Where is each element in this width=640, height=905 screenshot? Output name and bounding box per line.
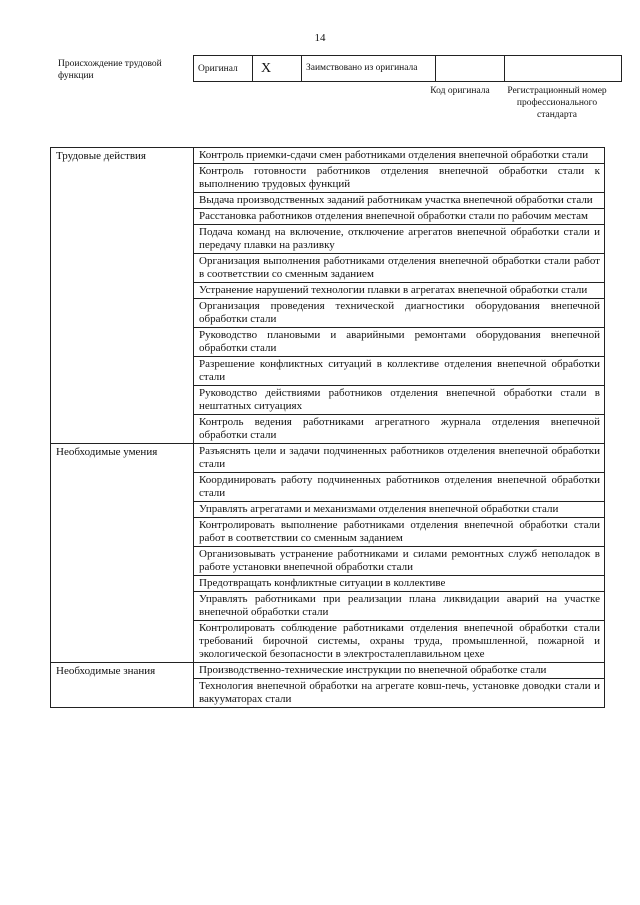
reg-number-cell — [505, 56, 622, 82]
section-item: Управлять агрегатами и механизмами отделения внепечной обработки стали — [194, 502, 605, 518]
section-item: Подача команд на включение, отключение агрегатов внепечной обработки стали и передачу плавки на разливку — [194, 225, 605, 254]
section-title: Необходимые умения — [51, 444, 194, 663]
section-item: Разрешение конфликтных ситуаций в коллективе отделения внепечной обработки стали — [194, 357, 605, 386]
table-row — [51, 148, 605, 164]
original-cell: Оригинал — [194, 56, 253, 82]
section-item: Расстановка работников отделения внепечной обработки стали по рабочим местам — [194, 209, 605, 225]
section-item: Разъяснять цели и задачи подчиненных работников отделения внепечной обработки стали — [194, 444, 605, 473]
original-mark: X — [253, 56, 302, 82]
section-item: Управлять работниками при реализации плана ликвидации аварий на участке внепечной обработки стали — [194, 592, 605, 621]
section-title: Трудовые действия — [51, 148, 194, 444]
section-item: Производственно-технические инструкции по внепечной обработке стали — [194, 663, 605, 679]
section-item: Контроль ведения работниками агрегатного журнала отделения внепечной обработки стали — [194, 415, 605, 444]
section-item: Контролировать соблюдение работниками отделения внепечной обработки стали требований бирочной системы, охраны труда, промышленной, пожарной и экологической безопасности в электросталеплавильном цехе — [194, 621, 605, 663]
function-table — [50, 147, 605, 708]
section-item: Контролировать выполнение работниками отделения внепечной обработки стали работ в соответствии со сменным заданием — [194, 518, 605, 547]
section-item: Координировать работу подчиненных работников отделения внепечной обработки стали — [194, 473, 605, 502]
reg-caption: Регистрационный номер профессионального стандарта — [507, 86, 607, 120]
section-title: Необходимые знания — [51, 663, 194, 708]
origin-row — [194, 56, 622, 82]
function-table-body — [51, 148, 605, 708]
code-cell — [436, 56, 505, 82]
section-item: Организация выполнения работниками отделения внепечной обработки стали работ в соответствии со сменным заданием — [194, 254, 605, 283]
origin-table — [193, 55, 622, 82]
section-item: Технология внепечной обработки на агрегате ковш-печь, установке доводки стали и вакууматорах стали — [194, 679, 605, 708]
section-item: Руководство плановыми и аварийными ремонтами оборудования внепечной обработки стали — [194, 328, 605, 357]
section-item: Организовывать устранение работниками и силами ремонтных служб неполадок в работе установки внепечной обработки стали — [194, 547, 605, 576]
table-row — [51, 663, 605, 679]
section-item: Контроль готовности работников отделения внепечной обработки стали к выполнению трудовых функций — [194, 164, 605, 193]
section-item: Устранение нарушений технологии плавки в агрегатах внепечной обработки стали — [194, 283, 605, 299]
origin-label: Происхождение трудовой функции — [58, 59, 162, 81]
table-row — [51, 444, 605, 473]
section-item: Выдача производственных заданий работникам участка внепечной обработки стали — [194, 193, 605, 209]
section-item: Предотвращать конфликтные ситуации в коллективе — [194, 576, 605, 592]
section-item: Контроль приемки-сдачи смен работниками отделения внепечной обработки стали — [194, 148, 605, 164]
page-number: 14 — [314, 32, 326, 44]
section-item: Руководство действиями работников отделения внепечной обработки стали в нештатных ситуациях — [194, 386, 605, 415]
section-item: Организация проведения технической диагностики оборудования внепечной обработки стали — [194, 299, 605, 328]
borrowed-cell: Заимствовано из оригинала — [302, 56, 436, 82]
code-caption: Код оригинала — [430, 86, 490, 96]
